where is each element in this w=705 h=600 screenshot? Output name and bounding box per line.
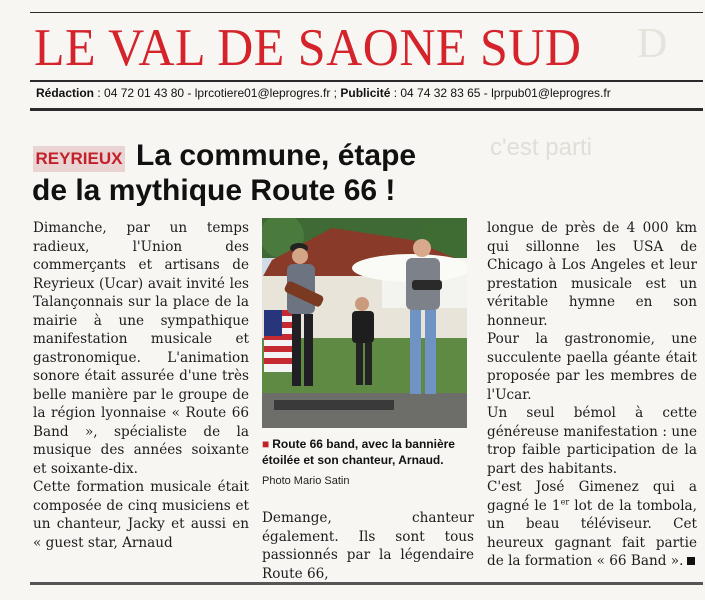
masthead-title: LE VAL DE SAONE SUD xyxy=(34,18,582,77)
caption-text: Route 66 band, avec la bannière étoilée et son chanteur, Arnaud. xyxy=(262,437,455,467)
end-of-article-icon xyxy=(687,557,695,565)
paragraph: Cette formation musicale était composée de cinq musiciens et un chanteur, Jacky et aussi en « guest star, Arnaud xyxy=(33,479,249,551)
paragraph: Dimanche, par un temps radieux, l'Union des commerçants et artisans de Reyrieux (Ucar) avait invité les Talançonnais sur la place de la mairie à une sympathique manifestation musicale et gastronomique. L'animation sonore était assurée d'une très belle manière par le groupe de la région lyonnaise « Route 66 Band », spécialiste de la musique des années soixante et soixante-dix. xyxy=(33,220,249,477)
redaction-email: lprcotiere01@leprogres.fr xyxy=(194,86,331,100)
superscript: er xyxy=(560,496,570,506)
paragraph: Un seul bémol à cette généreuse manifestation : une trop faible participation de la part des habitants. xyxy=(487,405,697,477)
paragraph: longue de près de 4 000 km qui sillonne les USA de Chicago à Los Angeles et leur prestation musicale est un véritable hymne en son honneur. xyxy=(487,220,697,329)
redaction-phone: : 04 72 01 43 80 xyxy=(94,86,185,100)
paragraph-text: C'est José Gimenez qui a gagné le 1 xyxy=(487,479,697,514)
article-headline xyxy=(32,138,492,208)
separator: - xyxy=(480,86,492,100)
top-rule xyxy=(30,12,703,13)
band-photo-image xyxy=(262,218,467,428)
bleed-through-text: D xyxy=(637,21,668,67)
publicite-label: Publicité xyxy=(340,86,391,100)
redaction-label: Rédaction xyxy=(36,86,95,100)
separator: ; xyxy=(330,86,341,100)
photo-credit: Photo Mario Satin xyxy=(262,475,350,487)
separator: - xyxy=(184,86,195,100)
contact-rule xyxy=(30,108,703,111)
article-column-3 xyxy=(487,219,697,571)
publicite-email: lprpub01@leprogres.fr xyxy=(491,86,611,100)
article-column-2 xyxy=(262,509,474,583)
contact-line xyxy=(36,86,611,100)
bottom-rule xyxy=(30,582,703,585)
headline-line-2: de la mythique Route 66 ! xyxy=(32,174,396,207)
article-column-1 xyxy=(33,219,249,552)
headline-line-1: La commune, étape xyxy=(136,139,417,172)
masthead-rule xyxy=(30,80,703,82)
publicite-phone: : 04 74 32 83 65 xyxy=(390,86,481,100)
paragraph: Demange, chanteur également. Ils sont tous passionnés par la légendaire Route 66, xyxy=(262,510,474,582)
paragraph-text: lot de la tombola, un beau téléviseur. Cet heureux gagnant fait partie de la formation « 66 Band ». xyxy=(487,497,697,569)
bleed-through-text: c'est parti xyxy=(490,134,592,161)
band-photo xyxy=(262,218,467,428)
paragraph: Pour la gastronomie, une succulente paella géante était proposée par les membres de l'Ucar. xyxy=(487,331,697,403)
article-kicker: REYRIEUX xyxy=(33,146,125,172)
caption-bullet-icon: ■ xyxy=(262,437,270,451)
photo-caption xyxy=(262,436,482,468)
paragraph xyxy=(487,478,697,571)
